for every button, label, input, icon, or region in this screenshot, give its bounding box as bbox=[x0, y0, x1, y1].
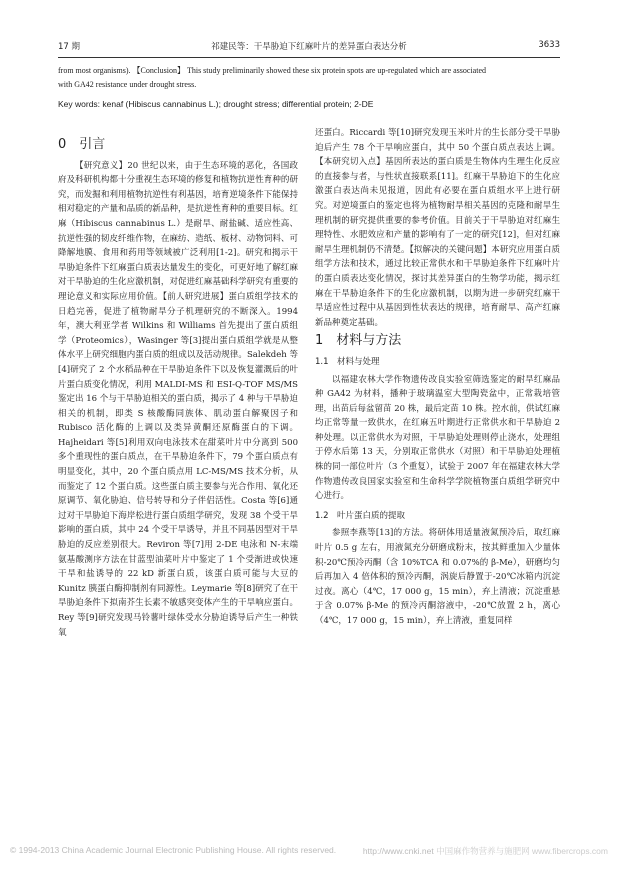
extraction-paragraph: 参照李燕等[13]的方法。将研体用适量液氮预冷后，取红麻叶片 0.5 g 左右，用液氮充分研磨成粉末，按其鲜重加入少量体积-20℃预冷丙酮（含 10%TCA 和 0.07%的 β-Me），研磨均匀后再加入 4 倍体积的预冷丙酮，涡旋后静置于-20℃冰箱内沉淀过夜。离心（4℃，17 000 g，15 min），弃上清液；沉淀重悬于含 0.07% β-Me 的预冷丙酮溶液中，-20℃放置 2 h，离心（4℃，17 000 g，15 min），弃上清液，重复同样 bbox=[315, 528, 560, 626]
watermark: 中国麻作物营养与施肥网 www.fibercrops.com bbox=[436, 846, 608, 856]
footer-site-and-watermark bbox=[363, 845, 608, 865]
intro-continued-paragraph: 还蛋白。Riccardi 等[10]研究发现玉米叶片的生长部分受干旱胁迫后产生 78 个干旱响应蛋白，其中 50 个蛋白质点表达上调。【本研究切入点】基因所表达的蛋白质是生物体内生理生化反应的直接参与者，与性状直接联系[11]。红麻干旱胁迫下的生化应激蛋白表达尚未见报道，因此有必要在蛋白质组水平上进行研究。对逆境蛋白的鉴定也将为植物耐旱相关基因的克隆和耐旱生理机制的研究提供重要的参考价值。目前关于干旱胁迫对红麻生理特性、水肥效应和产量的影响有了一定的研究[12]，但对红麻耐旱生理机制仍不清楚。【拟解决的关键问题】本研究应用蛋白质组学方法和技术，通过比较正常供水和干旱胁迫条件下红麻叶片的蛋白质表达变化情况，探讨其差异蛋白的生物学功能，揭示红麻在干旱胁迫条件下的生化应激机制，以期为进一步研究红麻干旱适应性过程中从基因到性状表达的规律，培育耐旱、高产红麻新品种奠定基础。 bbox=[315, 128, 560, 328]
right-column bbox=[315, 126, 560, 629]
intro-paragraph: 【研究意义】20 世纪以来，由于生态环境的恶化，各国政府及科研机构都十分重视生态环境的修复和植物抗逆性育种的研究，而发掘和利用植物抗逆性有利基因，培育逆境条件下能保持相对稳定的产量和品质的新品种，是抗逆性育种的重要目标。红麻（Hibiscus cannabinus L.）是耐旱、耐盐碱、适应性高、抗逆性强的韧皮纤维作物，在麻纺、造纸、板材、动物饲料、可降解地膜、食用和药用等领域被广泛利用[1-2]。研究和揭示干旱胁迫条件下红麻蛋白质表达量发生的变化，可更好地了解红麻对干旱胁迫的生化应激机制，对促进红麻基础科学研究有重要的理论意义和实际应用价值。【前人研究进展】蛋白质组学技术的日趋完善，促进了植物耐旱分子机理研究的不断深入。1994 年，澳大利亚学者 Wilkins 和 Williams 首先提出了蛋白质组学（Proteomics），Wasinger 等[3]提出蛋白质组学就是从整体水平上研究细胞内蛋白质的组成以及活动规律。Salekdeh 等[4]研究了 2 个水稻品种在干旱胁迫条件下以及恢复灌溉后的叶片蛋白质变化情况，利用 MALDI-MS 和 ESI-Q-TOF MS/MS 鉴定出 16 个与干旱胁迫相关的蛋白质，揭示了 4 种与干旱胁迫相关的机制，即类 S 核酸酶同族体、肌动蛋白解聚因子和 Rubisco 活化酶的上调以及类异黄酮还原酶蛋白的下调。Hajheidari 等[5]利用双向电泳技术在甜菜叶片中分离到 500 多个重现性的蛋白质点，在干旱胁迫条件下，79 个蛋白质点有明显变化，其中，20 个蛋白质点用 LC-MS/MS 技术分析，从而鉴定了 12 个蛋白质。这些蛋白质主要参与光合作用、氧化还原调节、氧化胁迫、信号转导和分子伴侣活性。Costa 等[6]通过对干旱胁迫下海岸松进行蛋白质组学研究，发现 38 个受干旱影响的蛋白质，其中 24 个受干旱诱导，并且不同基因型对干旱胁迫的反应差别很大。Reviron 等[7]用 2-DE 电泳和 N-末端氨基酸测序方法在甘蓝型油菜叶片中鉴定了 1 个受渐进或快速干旱和盐诱导的 22 kD 新蛋白质，该蛋白质可能与大豆的 Kunitz 胰蛋白酶抑制剂有同源性。Leymarie 等[8]研究了在干旱胁迫条件下拟南芥生长素不敏感突变体产生的干旱响应蛋白。Rey 等[9]研究发现马铃薯叶绿体受水分胁迫诱导后产生一种铁氧 bbox=[58, 160, 298, 638]
page-footer bbox=[10, 845, 608, 865]
page-number: 3633 bbox=[538, 40, 560, 50]
materials-paragraph: 以福建农林大学作物遗传改良实验室筛选鉴定的耐旱红麻品种 GA42 为材料，播种于玻璃温室大型陶瓷盆中，正常栽培管理，出苗后每盆留苗 20 株，最后定苗 10 株。控水前，供试红麻均正常等量一致供水，在红麻五叶期进行正常供水和干旱胁迫 2 种处理。以正常供水为对照，干旱胁迫处理则停止浇水，处理组于停水后第 13 天，分别取正常供水（对照）和干旱胁迫处理植株的同一部位叶片（3 个重复），试验于 2007 年在福建农林大学作物遗传改良国家实验室和生命科学学院植物蛋白质组学研究中心进行。 bbox=[315, 374, 560, 502]
running-header bbox=[58, 40, 560, 54]
cnki-link[interactable]: http://www.cnki.net bbox=[362, 846, 434, 856]
section-title-methods: 1 材料与方法 bbox=[315, 333, 402, 349]
section-title-intro: 0 引言 bbox=[58, 137, 106, 152]
subsection-title-materials: 1.1 材料与处理 bbox=[315, 356, 380, 367]
header-rule bbox=[58, 57, 560, 58]
keywords: Key words: kenaf (Hibiscus cannabinus L.); drought stress; differential protein; 2-DE bbox=[58, 99, 374, 109]
issue-number: 17 期 bbox=[58, 42, 81, 52]
copyright-notice: © 1994-2013 China Academic Journal Electronic Publishing House. All rights reserved. bbox=[10, 845, 337, 855]
abstract-line-1: from most organisms). 【Conclusion】 This study preliminarily showed these six protein spots are up-regulated which are associated bbox=[58, 66, 486, 75]
running-title: 祁建民等：干旱胁迫下红麻叶片的差异蛋白表达分析 bbox=[211, 42, 407, 52]
left-column bbox=[58, 134, 298, 640]
subsection-title-extraction: 1.2 叶片蛋白质的提取 bbox=[315, 510, 406, 521]
abstract-line-2: with GA42 resistance under drought stress. bbox=[58, 80, 197, 89]
